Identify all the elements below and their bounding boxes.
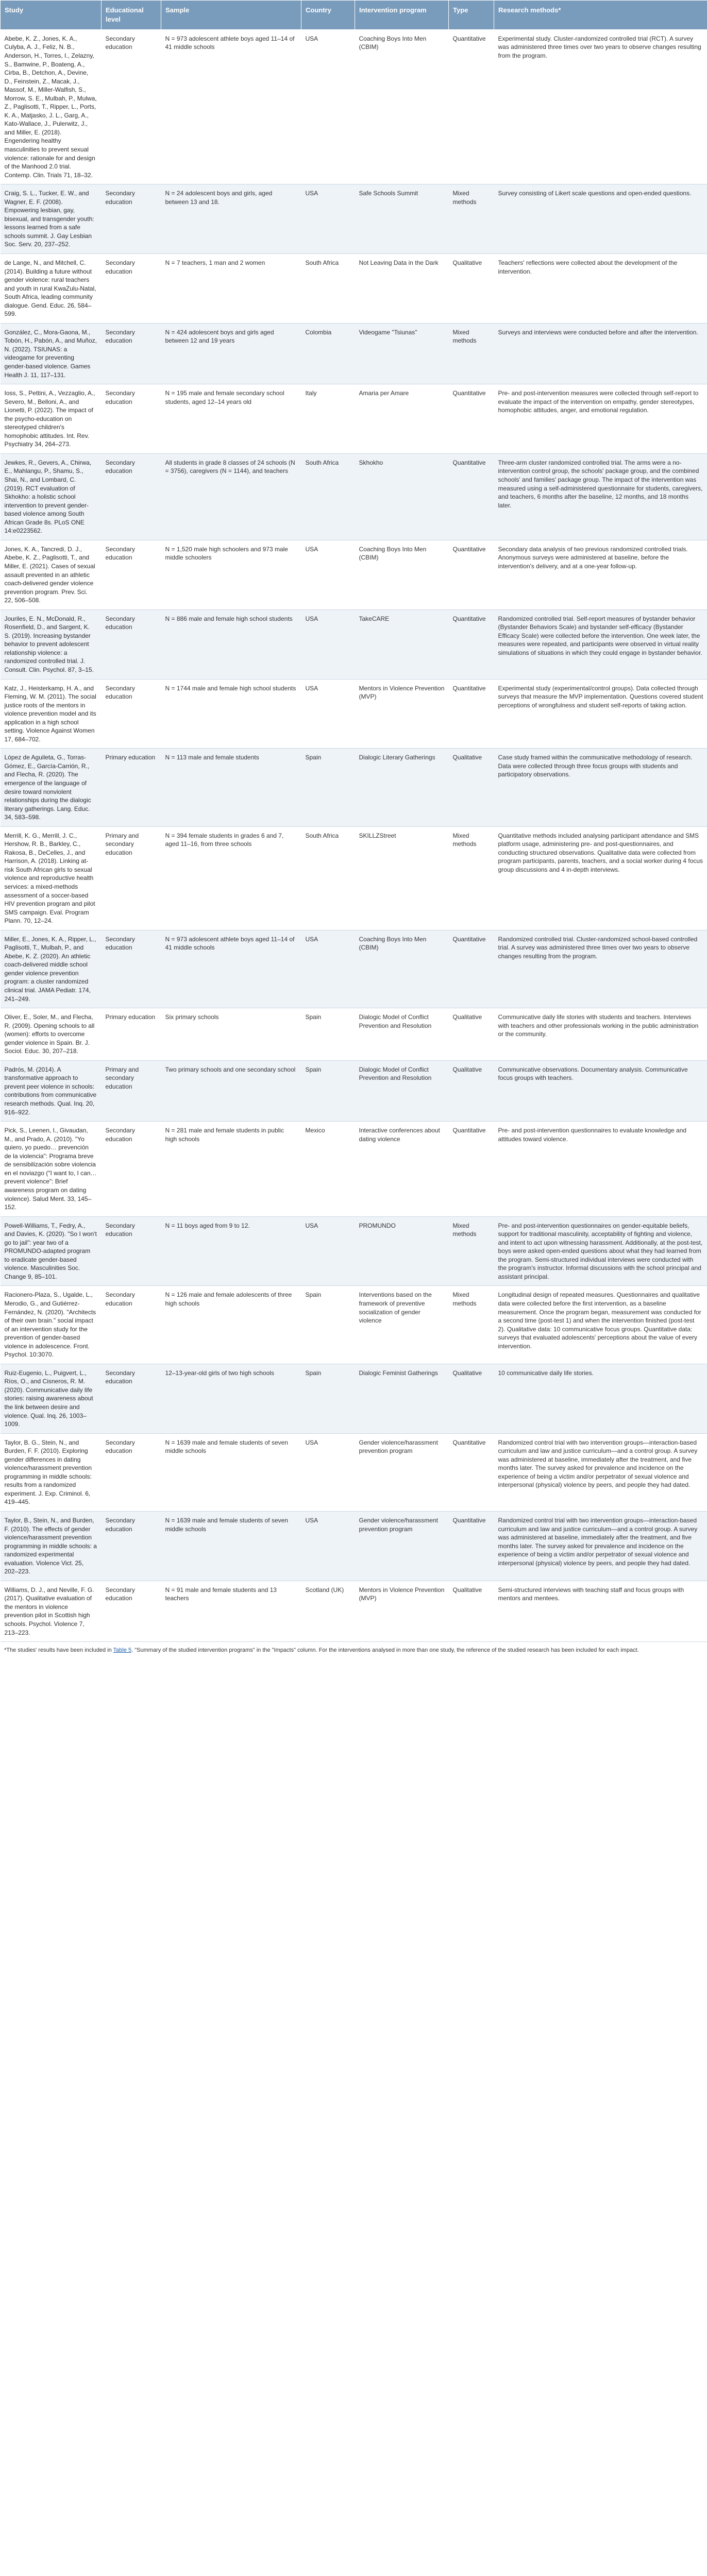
cell-educational-level: Secondary education (102, 184, 161, 254)
cell-intervention-program: Gender violence/harassment prevention program (355, 1512, 449, 1581)
cell-research-methods: Randomized controlled trial. Cluster-randomized school-based controlled trial. A survey was administered three times over two years to observe changes resulting from the program. (494, 930, 707, 1008)
cell-research-methods: Secondary data analysis of two previous randomized controlled trials. Anonymous surveys were administered at baseline, before the intervention's delivery, and at a one-year follow-up. (494, 540, 707, 609)
table-row (1, 749, 707, 826)
cell-sample: N = 394 female students in grades 6 and 7, aged 11–16, from three schools (161, 826, 301, 930)
cell-type: Quantitative (449, 930, 494, 1008)
cell-type: Quantitative (449, 1433, 494, 1511)
cell-study: Craig, S. L., Tucker, E. W., and Wagner, E. F. (2008). Empowering lesbian, gay, bisexual, and transgender youth: lessons learned from a safe schools summit. J. Gay Lesbian Soc. Serv. 20, 237–252. (1, 184, 102, 254)
cell-intervention-program: Dialogic Feminist Gatherings (355, 1364, 449, 1433)
cell-country: Spain (301, 1008, 355, 1061)
cell-research-methods: Survey consisting of Likert scale questions and open-ended questions. (494, 184, 707, 254)
cell-type: Mixed methods (449, 826, 494, 930)
header-sample: Sample (161, 1, 301, 30)
cell-country: USA (301, 1216, 355, 1286)
cell-educational-level: Secondary education (102, 1286, 161, 1364)
table-row (1, 1581, 707, 1641)
table-row (1, 384, 707, 454)
table-row (1, 1008, 707, 1061)
table-row (1, 29, 707, 184)
cell-country: South Africa (301, 826, 355, 930)
cell-intervention-program: Videogame "Tsiunas" (355, 323, 449, 384)
table-row (1, 1216, 707, 1286)
cell-research-methods: Semi-structured interviews with teaching staff and focus groups with mentors and mentees. (494, 1581, 707, 1641)
header-educational-level: Educational level (102, 1, 161, 30)
table-row (1, 1364, 707, 1433)
cell-educational-level: Primary and secondary education (102, 826, 161, 930)
cell-country: USA (301, 930, 355, 1008)
cell-type: Quantitative (449, 29, 494, 184)
cell-study: López de Aguileta, G., Torras-Gómez, E., García-Carrión, R., and Flecha, R. (2020). The emergence of the language of desire toward nonviolent relationships during the dialogic literary gatherings. Lang. Educ. 34, 583–598. (1, 749, 102, 826)
cell-sample: N = 973 adolescent athlete boys aged 11–14 of 41 middle schools (161, 930, 301, 1008)
cell-country: USA (301, 1433, 355, 1511)
table-row (1, 826, 707, 930)
cell-educational-level: Secondary education (102, 1512, 161, 1581)
cell-study: Ioss, S., Pettini, A., Vezzaglio, A., Severo, M., Belloni, A., and Lionetti, P. (2022). The impact of the psycho-education on stereotyped children's homophobic attitudes. Int. Rev. Psychiatry 34, 264–273. (1, 384, 102, 454)
cell-sample: N = 1,520 male high schoolers and 973 male middle schoolers (161, 540, 301, 609)
cell-country: Spain (301, 1364, 355, 1433)
cell-research-methods: Experimental study. Cluster-randomized controlled trial (RCT). A survey was administered three times over two years to observe changes resulting from the program. (494, 29, 707, 184)
cell-educational-level: Primary education (102, 1008, 161, 1061)
cell-study: Pick, S., Leenen, I., Givaudan, M., and Prado, A. (2010). "Yo quiero, yo puedo… prevención de la violencia": Programa breve de sensibilización sobre violencia en el noviazgo ("I want to, I can… prevent violence": Brief awareness program on dating violence). Salud Ment. 33, 145–152. (1, 1122, 102, 1216)
table-row (1, 1060, 707, 1121)
table-row (1, 1433, 707, 1511)
cell-educational-level: Secondary education (102, 1122, 161, 1216)
cell-intervention-program: Dialogic Literary Gatherings (355, 749, 449, 826)
cell-type: Mixed methods (449, 323, 494, 384)
cell-type: Quantitative (449, 1122, 494, 1216)
cell-type: Qualitative (449, 1060, 494, 1121)
table-row (1, 540, 707, 609)
cell-research-methods: Experimental study (experimental/control groups). Data collected through surveys that measure the MVP implementation. Questions covered student perceptions of wrongfulness and student self-reports of taking action. (494, 679, 707, 749)
header-study: Study (1, 1, 102, 30)
cell-sample: N = 1744 male and female high school students (161, 679, 301, 749)
table-body (1, 29, 707, 1641)
cell-country: Mexico (301, 1122, 355, 1216)
cell-type: Mixed methods (449, 1216, 494, 1286)
cell-type: Mixed methods (449, 184, 494, 254)
cell-research-methods: 10 communicative daily life stories. (494, 1364, 707, 1433)
cell-research-methods: Pre- and post-intervention questionnaires to evaluate knowledge and attitudes toward violence. (494, 1122, 707, 1216)
cell-research-methods: Pre- and post-intervention questionnaires on gender-equitable beliefs, support for traditional masculinity, acceptability of fighting and violence, and intent to act upon witnessing harassment. Additionally, at the post-test, boys were asked open-ended questions about what they had learned from the program. Semi-structured individual interviews were conducted with the program's instructor. Informal discussions with the school principal and assistant principal. (494, 1216, 707, 1286)
cell-sample: N = 24 adolescent boys and girls, aged between 13 and 18. (161, 184, 301, 254)
cell-research-methods: Longitudinal design of repeated measures. Questionnaires and qualitative data were collected before the first intervention, as a baseline measurement. Once the program began, measurement was conducted for a second time (post-test 1) and when the intervention finished (post-test 2). Qualitative data: 10 communicative focus groups. Quantitative data: surveys that evaluated adolescents' perceptions about the value of every intervention. (494, 1286, 707, 1364)
cell-study: Powell-Williams, T., Fedry, A., and Davies, K. (2020). "So I won't go to jail": year two of a PROMUNDO-adapted program to eradicate gender-based violence. Masculinities Soc. Change 9, 85–101. (1, 1216, 102, 1286)
cell-study: de Lange, N., and Mitchell, C. (2014). Building a future without gender violence: rural teachers and youth in rural KwaZulu-Natal, South Africa, leading community dialogue. Gend. Educ. 26, 584–599. (1, 254, 102, 324)
cell-intervention-program: Dialogic Model of Conflict Prevention and Resolution (355, 1008, 449, 1061)
cell-research-methods: Communicative daily life stories with students and teachers. Interviews with teachers and other professionals working in the public administration or the community. (494, 1008, 707, 1061)
cell-study: Williams, D. J., and Neville, F. G. (2017). Qualitative evaluation of the mentors in violence prevention pilot in Scottish high schools. Psychol. Violence 7, 213–223. (1, 1581, 102, 1641)
cell-educational-level: Secondary education (102, 930, 161, 1008)
cell-sample: N = 126 male and female adolescents of three high schools (161, 1286, 301, 1364)
table-row (1, 254, 707, 324)
table-row (1, 453, 707, 540)
cell-intervention-program: Safe Schools Summit (355, 184, 449, 254)
cell-research-methods: Communicative observations. Documentary analysis. Communicative focus groups with teachers. (494, 1060, 707, 1121)
table-row (1, 323, 707, 384)
cell-type: Qualitative (449, 254, 494, 324)
header-intervention-program: Intervention program (355, 1, 449, 30)
cell-study: Racionero-Plaza, S., Ugalde, L., Merodio, G., and Gutiérrez-Fernández, N. (2020). "Architects of their own brain." social impact of an intervention study for the prevention of gender-based violence in adolescence. Front. Psychol. 10:3070. (1, 1286, 102, 1364)
cell-study: González, C., Mora-Gaona, M., Tobón, H., Pabón, A., and Muñoz, N. (2022). TSIUNAS: a videogame for preventing gender-based violence. Games Health J. 11, 117–131. (1, 323, 102, 384)
cell-country: USA (301, 1512, 355, 1581)
cell-sample: N = 11 boys aged from 9 to 12. (161, 1216, 301, 1286)
cell-country: USA (301, 609, 355, 679)
cell-sample: N = 1639 male and female students of seven middle schools (161, 1512, 301, 1581)
cell-type: Quantitative (449, 384, 494, 454)
cell-educational-level: Secondary education (102, 384, 161, 454)
cell-country: South Africa (301, 453, 355, 540)
cell-sample: N = 424 adolescent boys and girls aged between 12 and 19 years (161, 323, 301, 384)
cell-type: Quantitative (449, 1512, 494, 1581)
footnote-suffix: . "Summary of the studied intervention programs" in the "Impacts" column. For the interventions analysed in more than one study, the reference of the studied research has been included for each impact. (131, 1647, 639, 1654)
table-row (1, 609, 707, 679)
cell-study: Oliver, E., Soler, M., and Flecha, R. (2009). Opening schools to all (women): efforts to overcome gender violence in Spain. Br. J. Sociol. Educ. 30, 207–218. (1, 1008, 102, 1061)
cell-sample: N = 7 teachers, 1 man and 2 women (161, 254, 301, 324)
cell-country: USA (301, 29, 355, 184)
cell-country: Spain (301, 749, 355, 826)
cell-intervention-program: Skhokho (355, 453, 449, 540)
cell-educational-level: Secondary education (102, 1364, 161, 1433)
cell-educational-level: Secondary education (102, 1216, 161, 1286)
cell-country: South Africa (301, 254, 355, 324)
cell-type: Qualitative (449, 1008, 494, 1061)
cell-country: USA (301, 679, 355, 749)
cell-educational-level: Secondary education (102, 453, 161, 540)
cell-intervention-program: Coaching Boys Into Men (CBIM) (355, 930, 449, 1008)
cell-research-methods: Quantitative methods included analysing participant attendance and SMS platform usage, administering pre- and post-questionnaires, and conducting structured observations. Qualitative data were collected from program participants, parents, teachers, and a social worker during 4 focus group discussions and 4 in-depth interviews. (494, 826, 707, 930)
cell-type: Mixed methods (449, 1286, 494, 1364)
cell-intervention-program: Interactive conferences about dating violence (355, 1122, 449, 1216)
cell-study: Jewkes, R., Gevers, A., Chirwa, E., Mahlangu, P., Shamu, S., Shai, N., and Lombard, C. (2019). RCT evaluation of Skhokho: a holistic school intervention to prevent gender-based violence among South African Grade 8s. PLoS ONE 14:e0223562. (1, 453, 102, 540)
cell-research-methods: Pre- and post-intervention measures were collected through self-report to evaluate the impact of the intervention on empathy, gender stereotypes, homophobic attitudes, anger, and emotional regulation. (494, 384, 707, 454)
cell-intervention-program: Gender violence/harassment prevention program (355, 1433, 449, 1511)
cell-educational-level: Secondary education (102, 540, 161, 609)
cell-research-methods: Three-arm cluster randomized controlled trial. The arms were a no-intervention control group, the schools' package group, and the combined schools' and families' package group. The impact of the intervention was measured using a self-administered questionnaire for students, caregivers, and teachers, 6 months after the baseline, 12 months, and 18 months later. (494, 453, 707, 540)
table-header (1, 1, 707, 30)
cell-sample: N = 113 male and female students (161, 749, 301, 826)
cell-educational-level: Primary education (102, 749, 161, 826)
header-row (1, 1, 707, 30)
cell-type: Quantitative (449, 679, 494, 749)
table-footnote (0, 1642, 707, 1658)
cell-intervention-program: Mentors in Violence Prevention (MVP) (355, 1581, 449, 1641)
cell-intervention-program: Coaching Boys Into Men (CBIM) (355, 540, 449, 609)
table-row (1, 930, 707, 1008)
header-type: Type (449, 1, 494, 30)
cell-study: Katz, J., Heisterkamp, H. A., and Fleming, W. M. (2011). The social justice roots of the mentors in violence prevention model and its application in a high school setting. Violence Against Women 17, 684–702. (1, 679, 102, 749)
cell-type: Qualitative (449, 1581, 494, 1641)
cell-educational-level: Secondary education (102, 609, 161, 679)
cell-sample: N = 886 male and female high school students (161, 609, 301, 679)
cell-type: Quantitative (449, 540, 494, 609)
cell-sample: Six primary schools (161, 1008, 301, 1061)
cell-sample: N = 91 male and female students and 13 teachers (161, 1581, 301, 1641)
cell-educational-level: Secondary education (102, 1433, 161, 1511)
cell-country: Spain (301, 1060, 355, 1121)
cell-sample: N = 973 adolescent athlete boys aged 11–14 of 41 middle schools (161, 29, 301, 184)
cell-educational-level: Primary and secondary education (102, 1060, 161, 1121)
cell-sample: 12–13-year-old girls of two high schools (161, 1364, 301, 1433)
table-row (1, 679, 707, 749)
cell-intervention-program: Amaria per Amare (355, 384, 449, 454)
table-row (1, 1512, 707, 1581)
cell-type: Quantitative (449, 453, 494, 540)
cell-study: Ruiz-Eugenio, L., Puigvert, L., Ríos, O., and Cisneros, R. M. (2020). Communicative daily life stories: raising awareness about the link between desire and violence. Qual. Inq. 26, 1003–1009. (1, 1364, 102, 1433)
cell-study: Merrill, K. G., Merrill, J. C., Hershow, R. B., Barkley, C., Rakosa, B., DeCelles, J., and Harrison, A. (2018). Linking at-risk South African girls to sexual violence and reproductive health services: a mixed-methods assessment of a soccer-based HIV prevention program and pilot SMS campaign. Eval. Program Plann. 70, 12–24. (1, 826, 102, 930)
cell-intervention-program: SKILLZStreet (355, 826, 449, 930)
table-row (1, 1122, 707, 1216)
cell-intervention-program: Not Leaving Data in the Dark (355, 254, 449, 324)
cell-country: USA (301, 540, 355, 609)
cell-intervention-program: Dialogic Model of Conflict Prevention and Resolution (355, 1060, 449, 1121)
cell-study: Jones, K. A., Tancredi, D. J., Abebe, K. Z., Paglisotti, T., and Miller, E. (2021). Cases of sexual assault prevented in an athletic coach-delivered gender violence prevention program. Prev. Sci. 22, 506–508. (1, 540, 102, 609)
cell-research-methods: Surveys and interviews were conducted before and after the intervention. (494, 323, 707, 384)
cell-educational-level: Secondary education (102, 1581, 161, 1641)
cell-country: USA (301, 184, 355, 254)
cell-educational-level: Secondary education (102, 679, 161, 749)
cell-research-methods: Teachers' reflections were collected about the development of the intervention. (494, 254, 707, 324)
cell-intervention-program: PROMUNDO (355, 1216, 449, 1286)
cell-sample: N = 1639 male and female students of seven middle schools (161, 1433, 301, 1511)
cell-study: Padrós, M. (2014). A transformative approach to prevent peer violence in schools: contributions from communicative research methods. Qual. Inq. 20, 916–922. (1, 1060, 102, 1121)
cell-educational-level: Secondary education (102, 323, 161, 384)
footnote-prefix: *The studies' results have been included in (4, 1647, 113, 1654)
cell-study: Taylor, B., Stein, N., and Burden, F. (2010). The effects of gender violence/harassment prevention programming in middle schools: a randomized experimental evaluation. Violence Vict. 25, 202–223. (1, 1512, 102, 1581)
cell-study: Abebe, K. Z., Jones, K. A., Culyba, A. J., Feliz, N. B., Anderson, H., Torres, I., Zelazny, S., Bamwine, P., Boateng, A., Cirba, B., Detchon, A., Devine, D., Feinstein, Z., Macak, J., Massof, M., Miller-Walfish, S., Morrow, S. E., Mulbah, P., Mulwa, Z., Paglisotti, T., Ripper, L., Ports, K. A., Matjasko, J. L., Garg, A., Kato-Wallace, J., Pulerwitz, J., and Miller, E. (2018). Engendering healthy masculinities to prevent sexual violence: rationale for and design of the Manhood 2.0 trial. Contemp. Clin. Trials 71, 18–32. (1, 29, 102, 184)
cell-sample: Two primary schools and one secondary school (161, 1060, 301, 1121)
cell-country: Spain (301, 1286, 355, 1364)
table-row (1, 1286, 707, 1364)
cell-study: Taylor, B. G., Stein, N., and Burden, F. F. (2010). Exploring gender differences in dating violence/harassment prevention programming in middle schools: results from a randomized experiment. J. Exp. Criminol. 6, 419–445. (1, 1433, 102, 1511)
cell-sample: All students in grade 8 classes of 24 schools (N = 3756), caregivers (N = 1144), and teachers (161, 453, 301, 540)
header-country: Country (301, 1, 355, 30)
cell-intervention-program: TakeCARE (355, 609, 449, 679)
cell-study: Miller, E., Jones, K. A., Ripper, L., Paglisotti, T., Mulbah, P., and Abebe, K. Z. (2020). An athletic coach-delivered middle school gender violence prevention program: a cluster randomized clinical trial. JAMA Pediatr. 174, 241–249. (1, 930, 102, 1008)
footnote-table-link[interactable]: Table 5 (113, 1647, 132, 1654)
cell-type: Qualitative (449, 749, 494, 826)
cell-country: Italy (301, 384, 355, 454)
cell-type: Qualitative (449, 1364, 494, 1433)
cell-country: Scotland (UK) (301, 1581, 355, 1641)
cell-intervention-program: Coaching Boys Into Men (CBIM) (355, 29, 449, 184)
cell-educational-level: Secondary education (102, 29, 161, 184)
cell-educational-level: Secondary education (102, 254, 161, 324)
cell-intervention-program: Mentors in Violence Prevention (MVP) (355, 679, 449, 749)
table-row (1, 184, 707, 254)
cell-research-methods: Randomized control trial with two intervention groups—interaction-based curriculum and law and justice curriculum—and a control group. A survey was administered at baseline, immediately after the treatment, and five months later. The survey asked for prevalence and incidence on the experience of being a victim and/or perpetrator of sexual violence and interpersonal (physical) violence by peers, and people they had dated. (494, 1512, 707, 1581)
cell-research-methods: Randomized control trial with two intervention groups—interaction-based curriculum and law and justice curriculum—and a control group. A survey was administered at baseline, immediately after the treatment, and five months later. The survey asked for prevalence and incidence on the experience of being a victim and/or perpetrator of sexual violence and interpersonal (physical) violence by peers, and people they had dated. (494, 1433, 707, 1511)
cell-type: Quantitative (449, 609, 494, 679)
cell-intervention-program: Interventions based on the framework of preventive socialization of gender violence (355, 1286, 449, 1364)
cell-research-methods: Randomized controlled trial. Self-report measures of bystander behavior (Bystander Behaviors Scale) and bystander self-efficacy (Bystander Efficacy Scale) were collected before the intervention. One week later, the measures were repeated, and participants were observed in virtual reality simulations of situations in which they could engage in bystander behavior. (494, 609, 707, 679)
cell-sample: N = 195 male and female secondary school students, aged 12–14 years old (161, 384, 301, 454)
cell-sample: N = 281 male and female students in public high schools (161, 1122, 301, 1216)
cell-country: Colombia (301, 323, 355, 384)
cell-study: Jouriles, E. N., McDonald, R., Rosenfield, D., and Sargent, K. S. (2019). Increasing bystander behavior to prevent adolescent relationship violence: a randomized controlled trial. J. Consult. Clin. Psychol. 87, 3–15. (1, 609, 102, 679)
cell-research-methods: Case study framed within the communicative methodology of research. Data were collected through three focus groups with students and participatory observations. (494, 749, 707, 826)
header-research-methods: Research methods* (494, 1, 707, 30)
